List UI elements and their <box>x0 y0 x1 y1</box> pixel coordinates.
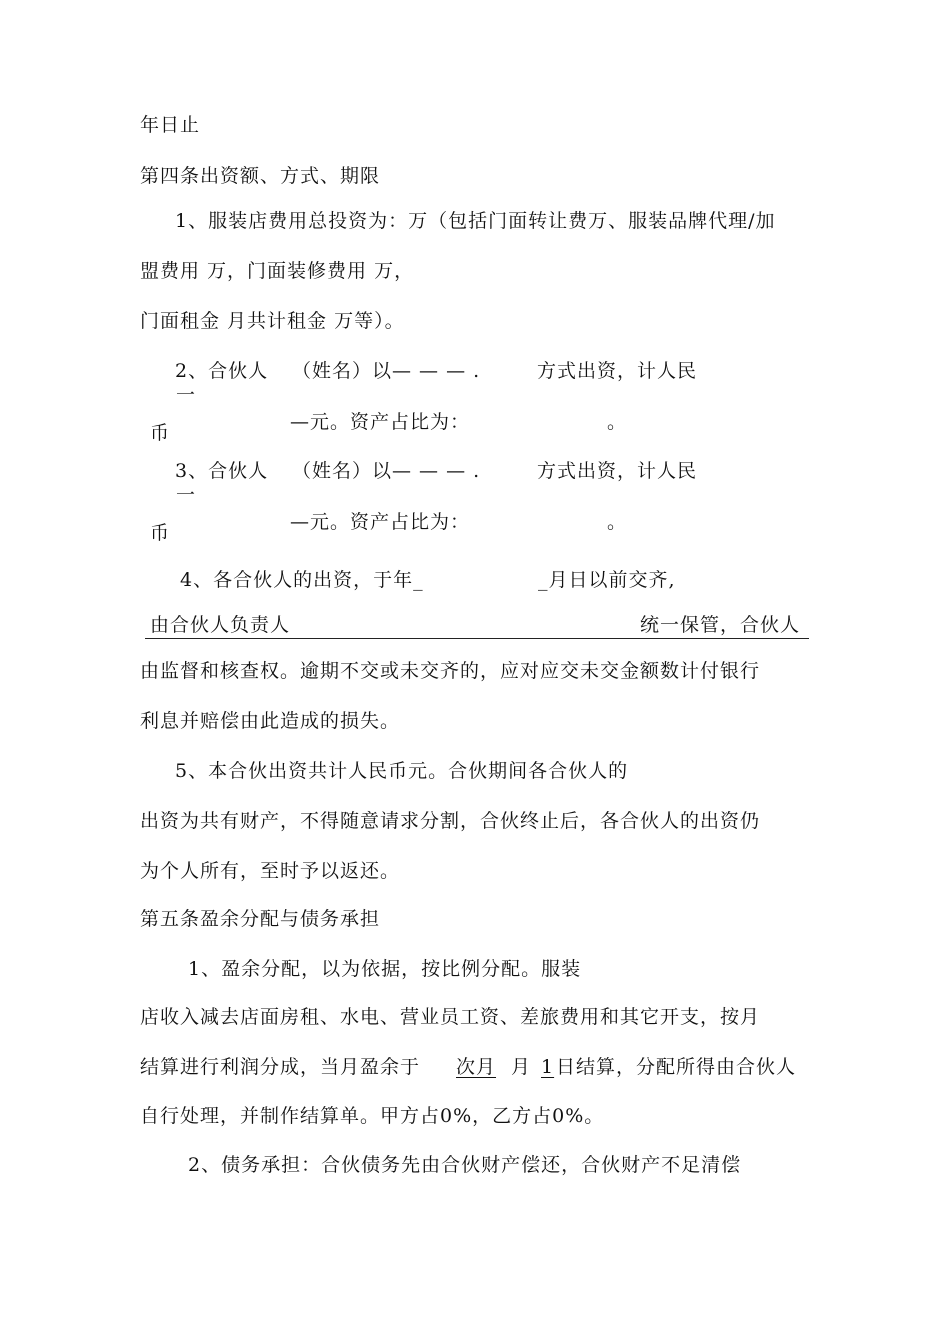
text-line: 自行处理，并制作结算单。甲方占0%，乙方占0%。 <box>140 1105 605 1127</box>
partner-2-ratio: —元。资产占比为： <box>290 411 471 433</box>
text-line: 1、盈余分配，以为依据，按比例分配。服装 <box>188 958 582 980</box>
item-4-custodian-tail: 统一保管，合伙人 <box>640 614 801 636</box>
section-heading-5: 第五条盈余分配与债务承担 <box>140 908 381 930</box>
text-line: 年日止 <box>140 114 201 136</box>
text-line: 店收入减去店面房租、水电、营业员工资、差旅费用和其它开支，按月 <box>140 1006 761 1028</box>
text-line: 2、债务承担：合伙债务先由合伙财产偿还，合伙财产不足清偿 <box>188 1154 742 1176</box>
item-4-custodian-label: 由合伙人负责人 <box>150 614 291 636</box>
partner-2-dash: 一 <box>176 384 197 406</box>
partner-2-method: 方式出资，计人民 <box>537 360 698 382</box>
partner-3-dash: 一 <box>176 484 197 506</box>
partner-3-label: 3、合伙人 <box>175 460 269 482</box>
text-line: 盟费用 万，门面装修费用 万， <box>140 260 415 282</box>
partner-2-end: 。 <box>607 411 628 433</box>
text-fragment: 月 <box>511 1056 532 1078</box>
partner-3-name: （姓名）以— — — . <box>292 460 481 482</box>
text-line: 利息并赔偿由此造成的损失。 <box>140 710 401 732</box>
partner-2-label: 2、合伙人 <box>175 360 269 382</box>
text-fragment: 日结算，分配所得由合伙人 <box>556 1056 797 1078</box>
partner-3-currency: 币 <box>150 522 171 544</box>
text-line: 1、服装店费用总投资为：万（包括门面转让费万、服装品牌代理/加 <box>175 210 776 232</box>
item-4-line-a: 4、各合伙人的出资，于年_ <box>180 569 424 591</box>
text-line: 为个人所有，至时予以返还。 <box>140 860 401 882</box>
partner-3-ratio: —元。资产占比为： <box>290 511 471 533</box>
settlement-day: 1 <box>541 1056 555 1078</box>
custodian-underline <box>145 638 809 639</box>
partner-2-name: （姓名）以— — — . <box>292 360 481 382</box>
text-line: 出资为共有财产，不得随意请求分割，合伙终止后，各合伙人的出资仍 <box>140 810 761 832</box>
item-4-line-b: _月日以前交齐, <box>538 569 676 591</box>
settlement-month: 次月 <box>456 1056 497 1078</box>
text-line: 门面租金 月共计租金 万等）。 <box>140 310 405 332</box>
text-line: 结算进行利润分成，当月盈余于 <box>140 1056 421 1078</box>
section-heading-4: 第四条出资额、方式、期限 <box>140 165 381 187</box>
partner-2-currency: 币 <box>150 422 171 444</box>
text-line: 由监督和核查权。逾期不交或未交齐的，应对应交未交金额数计付银行 <box>140 660 761 682</box>
partner-3-end: 。 <box>607 511 628 533</box>
text-line: 5、本合伙出资共计人民币元。合伙期间各合伙人的 <box>175 760 629 782</box>
partner-3-method: 方式出资，计人民 <box>537 460 698 482</box>
